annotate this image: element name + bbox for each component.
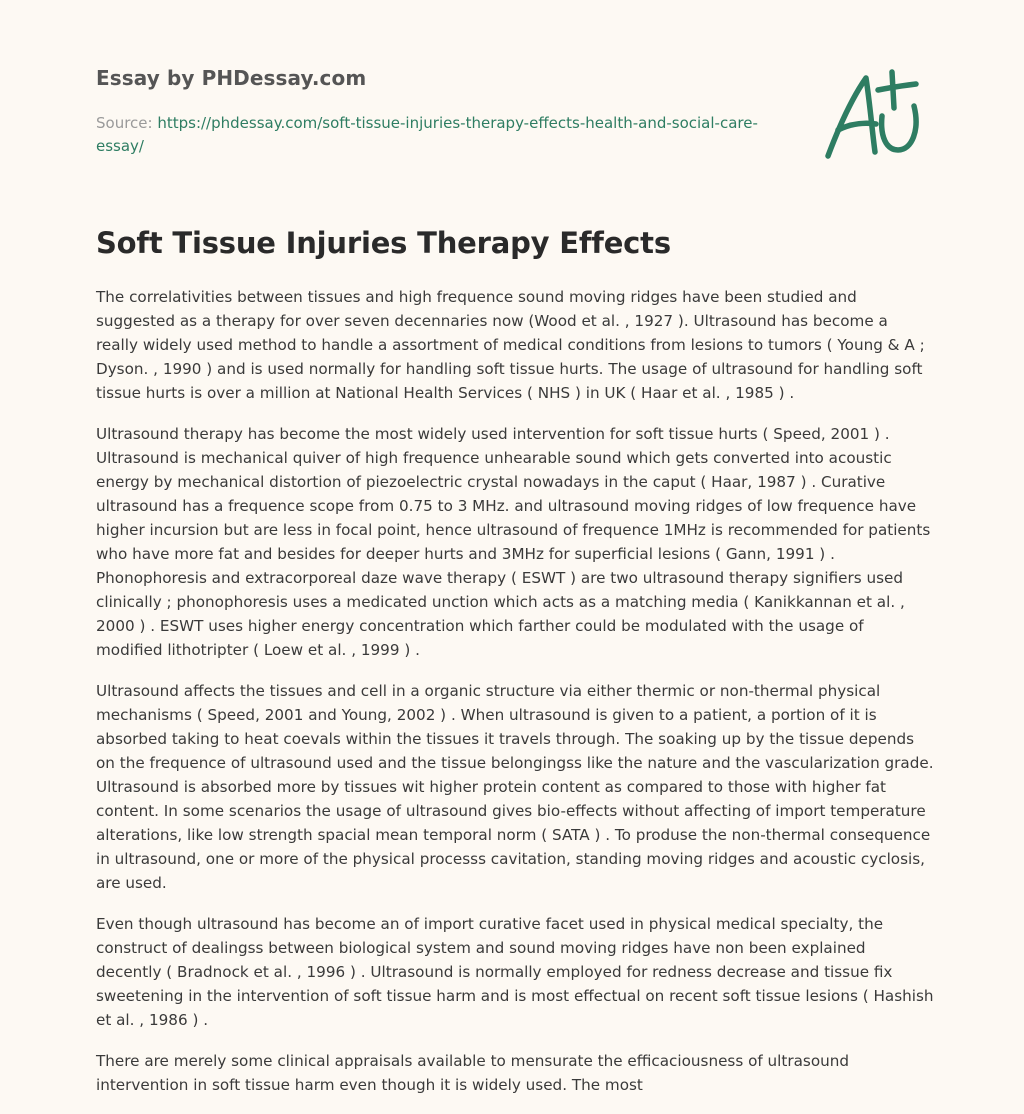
brand-heading: Essay by PHDessay.com bbox=[96, 66, 367, 90]
essay-paragraph: Ultrasound affects the tissues and cell in a organic structure via either thermic or non-thermal physical mechanisms ( Speed, 2001 and Young, 2002 ) . When ultrasound is given to a patient, a portion of it is absorbed taking to heat coevals within the tissues it travels through. The soaking up by the tissue depends on the frequence of ultrasound used and the tissue belongingss like the nature and the vascularization grade. Ultrasound is absorbed more by tissues wit higher protein content as compared to those with higher fat content. In some scenarios the usage of ultrasound gives bio-effects without affecting of import temperature alterations, like low strength spacial mean temporal norm ( SATA ) . To produse the non-thermal consequence in ultrasound, one or more of the physical processs cavitation, standing moving ridges and acoustic cyclosis, are used. bbox=[96, 682, 934, 892]
a-plus-grade-icon bbox=[820, 64, 930, 168]
essay-paragraph: Ultrasound therapy has become the most widely used intervention for soft tissue hurts ( Speed, 2001 ) . Ultrasound is mechanical quiver of high frequence unhearable sound which gets converted into acoustic energy by mechanical distortion of piezoelectric crystal nowadays in the caput ( Haar, 1987 ) . Curative ultrasound has a frequence scope from 0.75 to 3 MHz. and ultrasound moving ridges of low frequence have higher incursion but are less in focal point, hence ultrasound of frequence 1MHz is recommended for patients who have more fat and besides for deeper hurts and 3MHz for superficial lesions ( Gann, 1991 ) . Phonophoresis and extracorporeal daze wave therapy ( ESWT ) are two ultrasound therapy signifiers used clinically ; phonophoresis uses a medicated unction which acts as a matching media ( Kanikkannan et al. , 2000 ) . ESWT uses higher energy concentration which farther could be modulated with the usage of modified lithotripter ( Loew et al. , 1999 ) . bbox=[96, 425, 931, 659]
essay-title: Soft Tissue Injuries Therapy Effects bbox=[96, 226, 671, 260]
source-line bbox=[96, 112, 776, 158]
essay-body bbox=[96, 285, 934, 1114]
source-label: Source: bbox=[96, 114, 158, 132]
essay-paragraph: The correlativities between tissues and high frequence sound moving ridges have been studied and suggested as a therapy for over seven decennaries now (Wood et al. , 1927 ). Ultrasound has become a really widely used method to handle a assortment of medical conditions from lesions to tumors ( Young & A ; Dyson. , 1990 ) and is used normally for handling soft tissue hurts. The usage of ultrasound for handling soft tissue hurts is over a million at National Health Services ( NHS ) in UK ( Haar et al. , 1985 ) . bbox=[96, 288, 925, 402]
essay-paragraph: Even though ultrasound has become an of import curative facet used in physical medical specialty, the construct of dealingss between biological system and sound moving ridges have non been explained decently ( Bradnock et al. , 1996 ) . Ultrasound is normally employed for redness decrease and tissue fix sweetening in the intervention of soft tissue harm and is most effectual on recent soft tissue lesions ( Hashish et al. , 1986 ) . bbox=[96, 915, 934, 1029]
source-link[interactable]: https://phdessay.com/soft-tissue-injuries-therapy-effects-health-and-social-care-essay/ bbox=[96, 114, 758, 155]
essay-paragraph: There are merely some clinical appraisals available to mensurate the efficaciousness of ultrasound intervention in soft tissue harm even though it is widely used. The most bbox=[96, 1052, 849, 1094]
